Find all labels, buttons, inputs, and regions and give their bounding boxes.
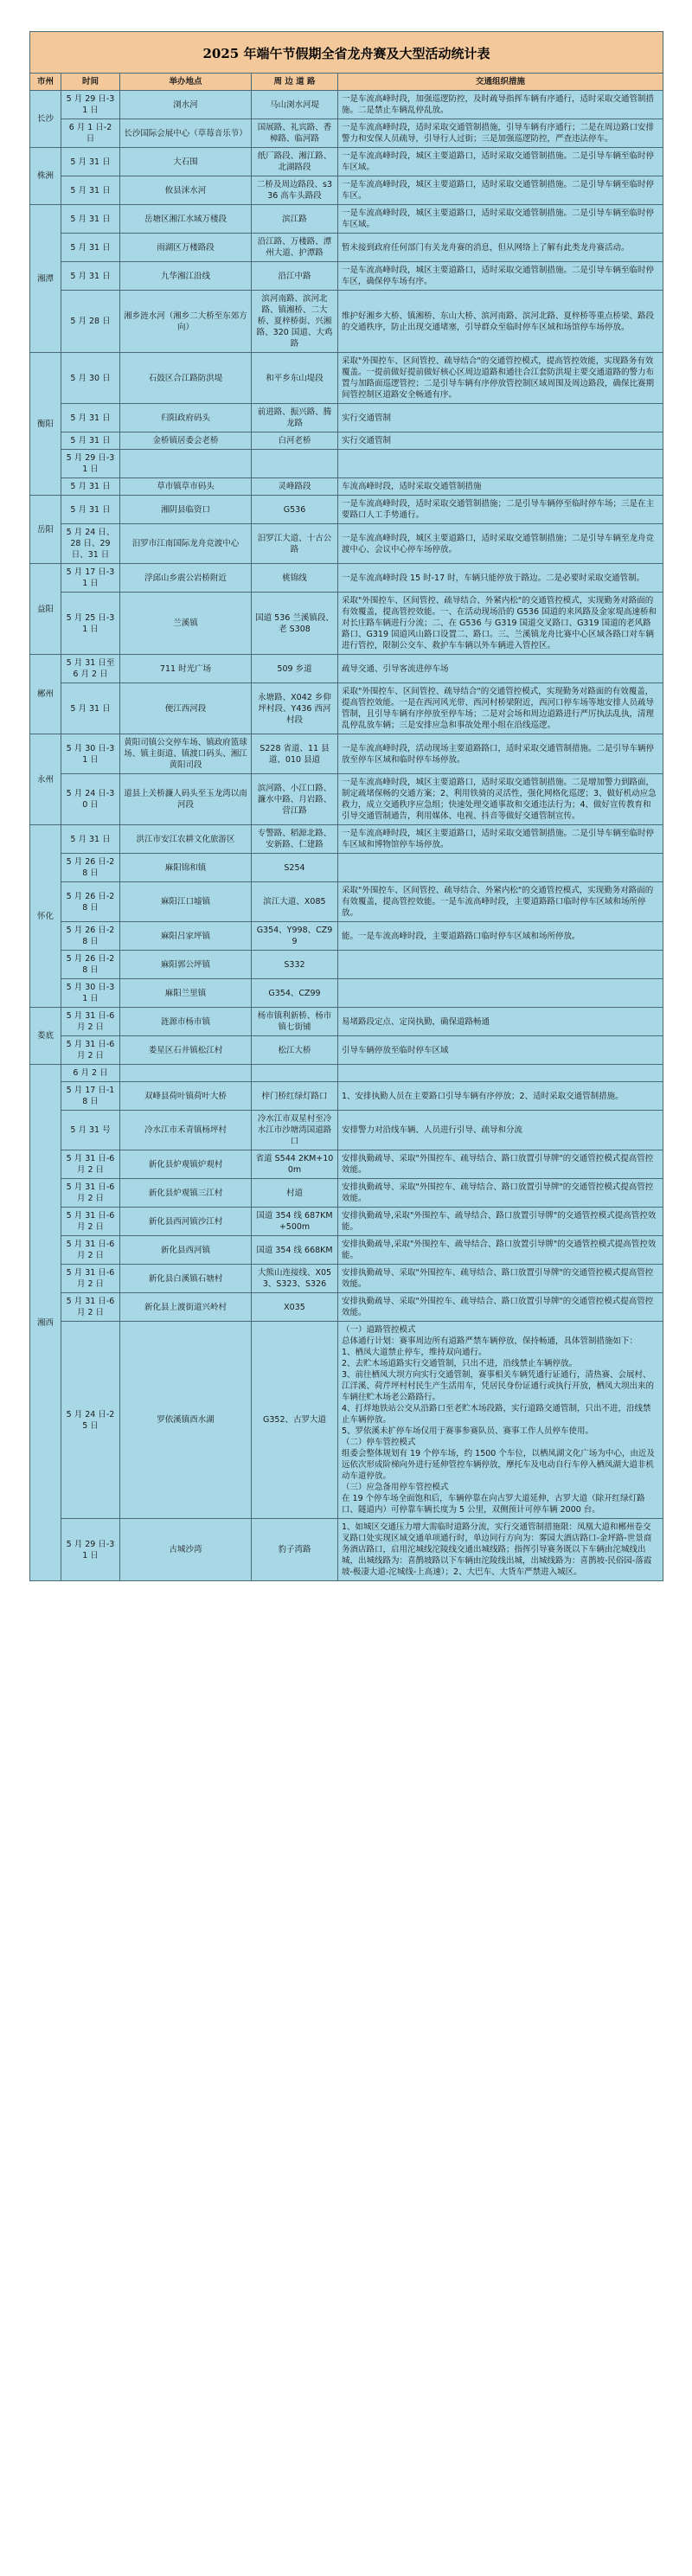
place-cell: 湘阴县临资口: [120, 496, 252, 524]
place-cell: 金桥镇居委会老桥: [120, 433, 252, 450]
time-cell: 5 月 31 日-6 月 2 日: [61, 1208, 120, 1236]
place-cell: 涟源市杨市镇: [120, 1008, 252, 1036]
time-cell: 5 月 24 日、28 日、29 日、31 日: [61, 524, 120, 564]
table-row: [30, 1179, 663, 1208]
time-cell: 5 月 26 日-28 日: [61, 882, 120, 922]
measure-cell: 一是车流高峰时段 15 时-17 时，车辆只能停放于路边。二是必要时采取交通管制。: [338, 564, 663, 593]
time-cell: 5 月 24 日-30 日: [61, 774, 120, 825]
city-cell: 湘西: [30, 1065, 61, 1581]
table-row: [30, 205, 663, 234]
place-cell: 罗依溪镇酉水湖: [120, 1322, 252, 1519]
city-cell: 湘潭: [30, 205, 61, 353]
place-cell: 兰溪镇: [120, 593, 252, 655]
time-cell: 5 月 31 日: [61, 683, 120, 734]
time-cell: 5 月 31 号: [61, 1111, 120, 1150]
table-row: [30, 262, 663, 291]
place-cell: 麻阳江口墟镇: [120, 882, 252, 922]
measure-cell: 1、安排执勤人员在主要路口引导车辆有序停放；2、适时采取交通管制措施。: [338, 1082, 663, 1111]
place-cell: 黄阳司镇公交停车场、镇政府篮球场、镇主街道、镇渡口码头、湘江黄阳司段: [120, 734, 252, 774]
city-cell: 怀化: [30, 825, 61, 1008]
time-cell: 5 月 31 日: [61, 205, 120, 234]
table-row: [30, 882, 663, 922]
measure-cell: [338, 1065, 663, 1082]
place-cell: 新化县白溪镇石塘村: [120, 1265, 252, 1293]
measure-cell: 能。一是车流高峰时段，主要道路路口临时停车区域和场所停放。: [338, 922, 663, 951]
place-cell: 长沙国际会展中心（草莓音乐节）: [120, 119, 252, 148]
header-place: 举办地点: [120, 74, 252, 91]
table-row: [30, 1265, 663, 1293]
measure-cell: 一是车流高峰时段，城区主要道路口，适时采取交通管制措施。二是引导车辆至临时停车区域和博物馆停车场停放。: [338, 825, 663, 854]
measure-cell: 车流高峰时段，适时采取交通管制措施: [338, 478, 663, 496]
city-cell: 娄底: [30, 1008, 61, 1065]
place-cell: 冷水江市禾青镇杨坪村: [120, 1111, 252, 1150]
road-cell: 纸厂路段、湘江路、北湖路段: [252, 148, 338, 176]
table-title: 2025 年端午节假期全省龙舟赛及大型活动统计表: [29, 31, 663, 73]
place-cell: 麻阳郭公坪镇: [120, 951, 252, 979]
time-cell: 5 月 29 日-31 日: [61, 91, 120, 119]
road-cell: 前进路、振兴路、腾龙路: [252, 404, 338, 433]
table-body: [30, 91, 663, 1581]
measure-cell: 实行交通管制: [338, 404, 663, 433]
time-cell: 5 月 31 日-6 月 2 日: [61, 1008, 120, 1036]
table-row: [30, 496, 663, 524]
table-row: [30, 176, 663, 205]
city-cell: 长沙: [30, 91, 61, 148]
road-cell: 松江大桥: [252, 1036, 338, 1065]
road-cell: S228 省道、11 县道、010 县道: [252, 734, 338, 774]
time-cell: 5 月 31 日-6 月 2 日: [61, 1265, 120, 1293]
road-cell: G536: [252, 496, 338, 524]
road-cell: 大熊山连接线、X053、S323、S326: [252, 1265, 338, 1293]
table-row: [30, 524, 663, 564]
time-cell: 6 月 2 日: [61, 1065, 120, 1082]
table-row: [30, 1322, 663, 1519]
time-cell: 5 月 31 日-6 月 2 日: [61, 1036, 120, 1065]
place-cell: 洪江市安江农耕文化旅游区: [120, 825, 252, 854]
city-cell: 郴州: [30, 655, 61, 734]
place-cell: 九华湘江沿线: [120, 262, 252, 291]
place-cell: [120, 1065, 252, 1082]
place-cell: 新化县西河镇: [120, 1236, 252, 1265]
road-cell: 杨市镇利新桥、杨市镇七街铺: [252, 1008, 338, 1036]
time-cell: 5 月 30 日-31 日: [61, 979, 120, 1008]
time-cell: 5 月 25 日-31 日: [61, 593, 120, 655]
table-row: [30, 291, 663, 353]
time-cell: 5 月 31 日-6 月 2 日: [61, 1150, 120, 1179]
place-cell: 归阳政府码头: [120, 404, 252, 433]
measure-cell: 安排执勤疏导、采取"外围控车、疏导结合、路口放置引导牌"的交通管控模式提高管控效能。: [338, 1179, 663, 1208]
place-cell: 石鼓区合江路防洪堤: [120, 353, 252, 404]
time-cell: 5 月 26 日-28 日: [61, 922, 120, 951]
road-cell: [252, 1065, 338, 1082]
place-cell: 新化县上渡街道兴岭村: [120, 1293, 252, 1322]
measure-cell: 引导车辆停放至临时停车区域: [338, 1036, 663, 1065]
table-row: [30, 478, 663, 496]
table-row: [30, 655, 663, 683]
place-cell: 711 时光广场: [120, 655, 252, 683]
road-cell: 桃锦线: [252, 564, 338, 593]
time-cell: 5 月 29 日-31 日: [61, 1519, 120, 1581]
table-row: [30, 593, 663, 655]
place-cell: 麻阳锦和镇: [120, 854, 252, 882]
table-row: [30, 825, 663, 854]
place-cell: 新化县炉观镇三江村: [120, 1179, 252, 1208]
road-cell: 梓门桥红绿灯路口: [252, 1082, 338, 1111]
road-cell: 豹子湾路: [252, 1519, 338, 1581]
table-row: [30, 854, 663, 882]
table-row: [30, 564, 663, 593]
road-cell: 村道: [252, 1179, 338, 1208]
measure-cell: 采取"外围控车、区间管控、疏导结合"的交通管控模式，实现勤务对路面的有效覆盖，提高管控效能。一是在西河风光带、西河村桥梁附近，西河口停车场等地安排人员疏导管制，且引导车辆有序停放至停车场；二是对会场和周边道路进行严厉执法乱执，清理乱停乱放车辆；三是安排应急和事故处理小组在沿线巡逻。: [338, 683, 663, 734]
time-cell: 5 月 31 日: [61, 478, 120, 496]
measure-cell: [338, 951, 663, 979]
road-cell: 滨江路: [252, 205, 338, 234]
measure-cell: 采取"外围控车、区间管控、疏导结合、外紧内松"的交通管控模式，实现勤务对路面的有效覆盖，提高管控效能。一是车流高峰时段，主要道路路口临时停车区域和场所停放。: [338, 882, 663, 922]
place-cell: 汨罗市江南国际龙舟竞渡中心: [120, 524, 252, 564]
table-row: [30, 234, 663, 262]
table-row: [30, 1036, 663, 1065]
table-row: [30, 683, 663, 734]
table-row: [30, 774, 663, 825]
measure-cell: 维护好湘乡大桥、镇湘桥、东山大桥、滨河南路、滨河北路、夏梓桥等重点桥梁、路段的交通秩序，防止出现交通堵塞，引导群众至临时停车区域和场馆停车场停放。: [338, 291, 663, 353]
road-cell: 国展路、礼宾路、香樟路、临河路: [252, 119, 338, 148]
place-cell: 岳塘区湘江水域万楼段: [120, 205, 252, 234]
road-cell: 灵峰路段: [252, 478, 338, 496]
table-row: [30, 1082, 663, 1111]
road-cell: S332: [252, 951, 338, 979]
measure-cell: [338, 854, 663, 882]
road-cell: 省道 S544 2KM+100m: [252, 1150, 338, 1179]
city-cell: 株洲: [30, 148, 61, 205]
time-cell: 6 月 1 日-2 日: [61, 119, 120, 148]
place-cell: 雨湖区万楼路段: [120, 234, 252, 262]
table-row: [30, 404, 663, 433]
measure-cell: [338, 979, 663, 1008]
header-road: 周 边 道 路: [252, 74, 338, 91]
table-row: [30, 1111, 663, 1150]
city-cell: 岳阳: [30, 496, 61, 564]
road-cell: 国道 354 线 687KM+500m: [252, 1208, 338, 1236]
time-cell: 5 月 28 日: [61, 291, 120, 353]
measure-cell: 安排执勤疏导、采取"外围控车、疏导结合、路口放置引导牌"的交通管控模式提高管控效能。: [338, 1150, 663, 1179]
place-cell: 娄星区石井镇松江村: [120, 1036, 252, 1065]
place-cell: 浏水河: [120, 91, 252, 119]
time-cell: 5 月 17 日-31 日: [61, 564, 120, 593]
measure-cell: 采取"外围控车、区间管控、疏导结合、外紧内松"的交通管控模式，实现勤务对路面的有效覆盖，提高管控效能。一、在活动现场沿的 G536 国道的来风路及金家堤高速桥和对长庄路车辆进行分流；二、在 G536 与 G319 国道交叉路口、G319 国道的老风路路口、G319 国道风山路口设置二、路口。三、兰溪镇龙舟比赛中心区域各路口对车辆进行管控，限制公交车、救护车车辆以外车辆进入管控区。: [338, 593, 663, 655]
time-cell: 5 月 31 日: [61, 176, 120, 205]
table-row: [30, 979, 663, 1008]
city-cell: 衡阳: [30, 353, 61, 496]
measure-cell: 一是车流高峰时段，适时采取交通管制措施，引导车辆有序通行；二是在周边路口安排警力和安保人员疏导，引导行人过街；三是加强巡逻防控，严查违法停车。: [338, 119, 663, 148]
time-cell: 5 月 31 日-6 月 2 日: [61, 1236, 120, 1265]
table-row: [30, 1150, 663, 1179]
road-cell: 509 乡道: [252, 655, 338, 683]
header-time: 时间: [61, 74, 120, 91]
time-cell: 5 月 17 日-18 日: [61, 1082, 120, 1111]
measure-cell: 一是车流高峰时段，城区主要道路口，适时采取交通管制措施。二是引导车辆至临时停车区域。: [338, 205, 663, 234]
road-cell: G354、CZ99: [252, 979, 338, 1008]
header-row: [30, 74, 663, 91]
measure-cell: [338, 450, 663, 478]
place-cell: 湘乡涟水河（湘乡二大桥至东郊方向）: [120, 291, 252, 353]
place-cell: 道县上关桥濂人码头至玉龙湾以南河段: [120, 774, 252, 825]
road-cell: 国道 354 线 668KM: [252, 1236, 338, 1265]
measure-cell: 实行交通管制: [338, 433, 663, 450]
table-row: [30, 1008, 663, 1036]
place-cell: 浮邱山乡震公岩桥附近: [120, 564, 252, 593]
table-row: [30, 922, 663, 951]
place-cell: [120, 450, 252, 478]
road-cell: 冷水江市双星村至冷水江市沙塘湾国道路口: [252, 1111, 338, 1150]
place-cell: 攸县洣水河: [120, 176, 252, 205]
road-cell: 沿江中路: [252, 262, 338, 291]
measure-cell: 安排执勤疏导,采取"外围控车、疏导结合、路口放置引导牌"的交通管控模式提高管控效能。: [338, 1208, 663, 1236]
time-cell: 5 月 29 日-31 日: [61, 450, 120, 478]
place-cell: 双峰县荷叶镇荷叶大桥: [120, 1082, 252, 1111]
header-measure: 交通组织措施: [338, 74, 663, 91]
road-cell: [252, 450, 338, 478]
header-city: 市州: [30, 74, 61, 91]
road-cell: G354、Y998、CZ99: [252, 922, 338, 951]
road-cell: S254: [252, 854, 338, 882]
time-cell: 5 月 31 日-6 月 2 日: [61, 1179, 120, 1208]
measure-cell: 采取"外围控车、区间管控、疏导结合"的交通管控模式，提高管控效能，实现路务有效覆盖。一提前做好提前做好核心区周边道路和通往合江套防洪堤主要交通道路的警力布置与加路面巡逻管控；二是引导车辆有序停放管控制区域周围及周边路段，确保比赛期间管控制区道路安全畅通有序。: [338, 353, 663, 404]
place-cell: 麻阳吕家坪镇: [120, 922, 252, 951]
road-cell: 汨罗江大道、十古公路: [252, 524, 338, 564]
measure-cell: 一是车流高峰时段，城区主要道路口，适时采取交通管制措施。二是引导车辆至临时停车区，确保停车场有序。: [338, 262, 663, 291]
measure-cell: （一）道路管控模式 总体通行计划：赛事周边所有道路严禁车辆停放，保持畅通，具体管制措施如下： 1、栖凤大道禁止停车，维持双向通行。 2、去贮木场道路实行交通管制，只出不进，沿线禁止车辆停放。 3、前往栖凤大坝方向实行交通管制，赛事相关车辆凭通行证通行，清热赛、会展村、江洋溪、荷芹坪村村民生产生活用车，凭居民身份证通行或执行开放，栖凤大坝出来的车辆往贮木场老公路路行。 4、打烊地铁站公交从沿路口至老贮木场段路，实行道路交通管制，只出不进，沿线禁止车辆停放。 5、罗依溪未扩停车场仅用于赛事参赛队员、赛事工作人员停车使用。 （二）停车管控模式 组委会整体规划有 19 个停车场，约 1500 个车位，以栖凤湖文化广场为中心，由近及远依次形成阶梯向外进行延伸管控车辆停放，摩托车及电动自行车停入栖凤湖大道非机动车道停放。 （三）应急备用停车管控模式 在 19 个停车场全面饱和后，车辆停靠在向古罗大道延伸，古罗大道（除开红绿灯路口、隧道内）可停靠车辆长度为 5 公里，双侧预计可停车辆 2000 台。: [338, 1322, 663, 1519]
table-row: [30, 1065, 663, 1082]
time-cell: 5 月 31 日: [61, 404, 120, 433]
road-cell: 专警路、稻源北路、安新路、仁建路: [252, 825, 338, 854]
time-cell: 5 月 31 日: [61, 433, 120, 450]
city-cell: 益阳: [30, 564, 61, 655]
road-cell: 沿江路、万楼路、潭州大道、护潭路: [252, 234, 338, 262]
measure-cell: 易堵路段定点、定岗执勤，确保道路畅通: [338, 1008, 663, 1036]
measure-cell: 一是车流高峰时段，加强巡逻防控，及时疏导指挥车辆有序通行，适时采取交通管制措施。二是禁止车辆乱停乱放。: [338, 91, 663, 119]
road-cell: G352、古罗大道: [252, 1322, 338, 1519]
measure-cell: 一是车流高峰时段，城区主要道路口，适时采取交通管制措施。二是引导车辆至临时停车区域。: [338, 148, 663, 176]
road-cell: 滨江大道、X085: [252, 882, 338, 922]
table-row: [30, 148, 663, 176]
place-cell: 古城沙湾: [120, 1519, 252, 1581]
road-cell: 二桥及周边路段、s336 高车头路段: [252, 176, 338, 205]
table-row: [30, 1208, 663, 1236]
measure-cell: 安排执勤疏导、采取"外围控车、疏导结合、路口放置引导牌"的交通管控模式提高管控效能。: [338, 1265, 663, 1293]
table-row: [30, 734, 663, 774]
measure-cell: 安排执勤疏导、采取"外围控车、疏导结合、路口放置引导牌"的交通管控模式提高管控效能。: [338, 1293, 663, 1322]
measure-cell: 一是车流高峰时段，活动现场主要道路路口，适时采取交通管制措施。二是引导车辆停放至停车区域和临时停车场停放。: [338, 734, 663, 774]
time-cell: 5 月 31 日: [61, 825, 120, 854]
time-cell: 5 月 31 日: [61, 496, 120, 524]
stats-table: [29, 31, 663, 1581]
table-row: [30, 353, 663, 404]
measure-cell: 安排警力对沿线车辆、人员进行引导、疏导和分流: [338, 1111, 663, 1150]
measure-cell: 一是车流高峰时段，城区主要道路口，适时采取交通管制措施。二是增加警力到路面，制定疏堵保畅的交通方案；2、利用铁骑的灵活性，强化网格化巡逻；3、做好机动应急救力，成立交通秩序应急组；快速处理交通事故和交通违法行为；4、做好宣传教育和引导交通管制通告，利用媒体、电视、抖音等做好交通管制宣传。: [338, 774, 663, 825]
time-cell: 5 月 31 日: [61, 262, 120, 291]
time-cell: 5 月 31 日: [61, 234, 120, 262]
time-cell: 5 月 31 日: [61, 148, 120, 176]
time-cell: 5 月 30 日: [61, 353, 120, 404]
table-row: [30, 91, 663, 119]
measure-cell: 疏导交通、引导客流进停车场: [338, 655, 663, 683]
place-cell: 麻阳兰里镇: [120, 979, 252, 1008]
measure-cell: 安排执勤疏导,采取"外围控车、疏导结合、路口放置引导牌"的交通管控模式提高管控效能。: [338, 1236, 663, 1265]
place-cell: 草市镇草市码头: [120, 478, 252, 496]
table-row: [30, 433, 663, 450]
road-cell: 永塘路、X042 乡仰坪村段、Y436 西河村段: [252, 683, 338, 734]
table-row: [30, 450, 663, 478]
road-cell: 滨河路、小江口路、濂水中路、月岩路、营江路: [252, 774, 338, 825]
table-row: [30, 1293, 663, 1322]
time-cell: 5 月 26 日-28 日: [61, 951, 120, 979]
road-cell: 白河老桥: [252, 433, 338, 450]
time-cell: 5 月 31 日-6 月 2 日: [61, 1293, 120, 1322]
road-cell: 国道 536 兰溪镇段、老 S308: [252, 593, 338, 655]
table-row: [30, 951, 663, 979]
road-cell: 马山浏水河堤: [252, 91, 338, 119]
place-cell: 大石围: [120, 148, 252, 176]
road-cell: X035: [252, 1293, 338, 1322]
table-row: [30, 1519, 663, 1581]
measure-cell: 一是车流高峰时段，适时采取交通管制措施；二是引导车辆停至临时停车场；三是在主要路口人工手势通行。: [338, 496, 663, 524]
time-cell: 5 月 26 日-28 日: [61, 854, 120, 882]
time-cell: 5 月 24 日-25 日: [61, 1322, 120, 1519]
place-cell: 新化县西河镇沙江村: [120, 1208, 252, 1236]
measure-cell: 一是车流高峰时段，城区主要道路口，适时采取交通管制措施；二是引导车辆至龙舟竞渡中心、会议中心停车场停放。: [338, 524, 663, 564]
road-cell: 滨河南路、滨河北路、镇湘桥、二大桥、夏梓桥街、兴湘路、320 国道、大鸡路: [252, 291, 338, 353]
road-cell: 和平乡东山堤段: [252, 353, 338, 404]
table-row: [30, 1236, 663, 1265]
table-row: [30, 119, 663, 148]
city-cell: 永州: [30, 734, 61, 825]
measure-cell: 1、如城区交通压力增大需临时道路分流，实行交通管制措施限：凤凰大道和郴州卷交叉路口处实现区域交通单项通行时，单边同行方向为：雾园大酒店路口-金坪路-世景商务酒店路口，启用沱城线沱陵线交通出城线路；指挥引导赛务既以下车辆由沱城线出城，出城线路为：喜鹊坡路以下车辆由沱陵线出城，出城线路为：喜鹊坡-民俗园-落霞坡-极凄大道-沱城线-上高速）；2、大巴车、大货车严禁进入城区。: [338, 1519, 663, 1581]
time-cell: 5 月 30 日-31 日: [61, 734, 120, 774]
measure-cell: 暂未接到政府任何部门有关龙舟赛的消息，但从网络上了解有此类龙舟赛活动。: [338, 234, 663, 262]
measure-cell: 一是车流高峰时段，城区主要道路口，适时采取交通管制措施。二是引导车辆至临时停车区。: [338, 176, 663, 205]
place-cell: 便江西河段: [120, 683, 252, 734]
time-cell: 5 月 31 日至 6 月 2 日: [61, 655, 120, 683]
place-cell: 新化县炉观镇炉观村: [120, 1150, 252, 1179]
